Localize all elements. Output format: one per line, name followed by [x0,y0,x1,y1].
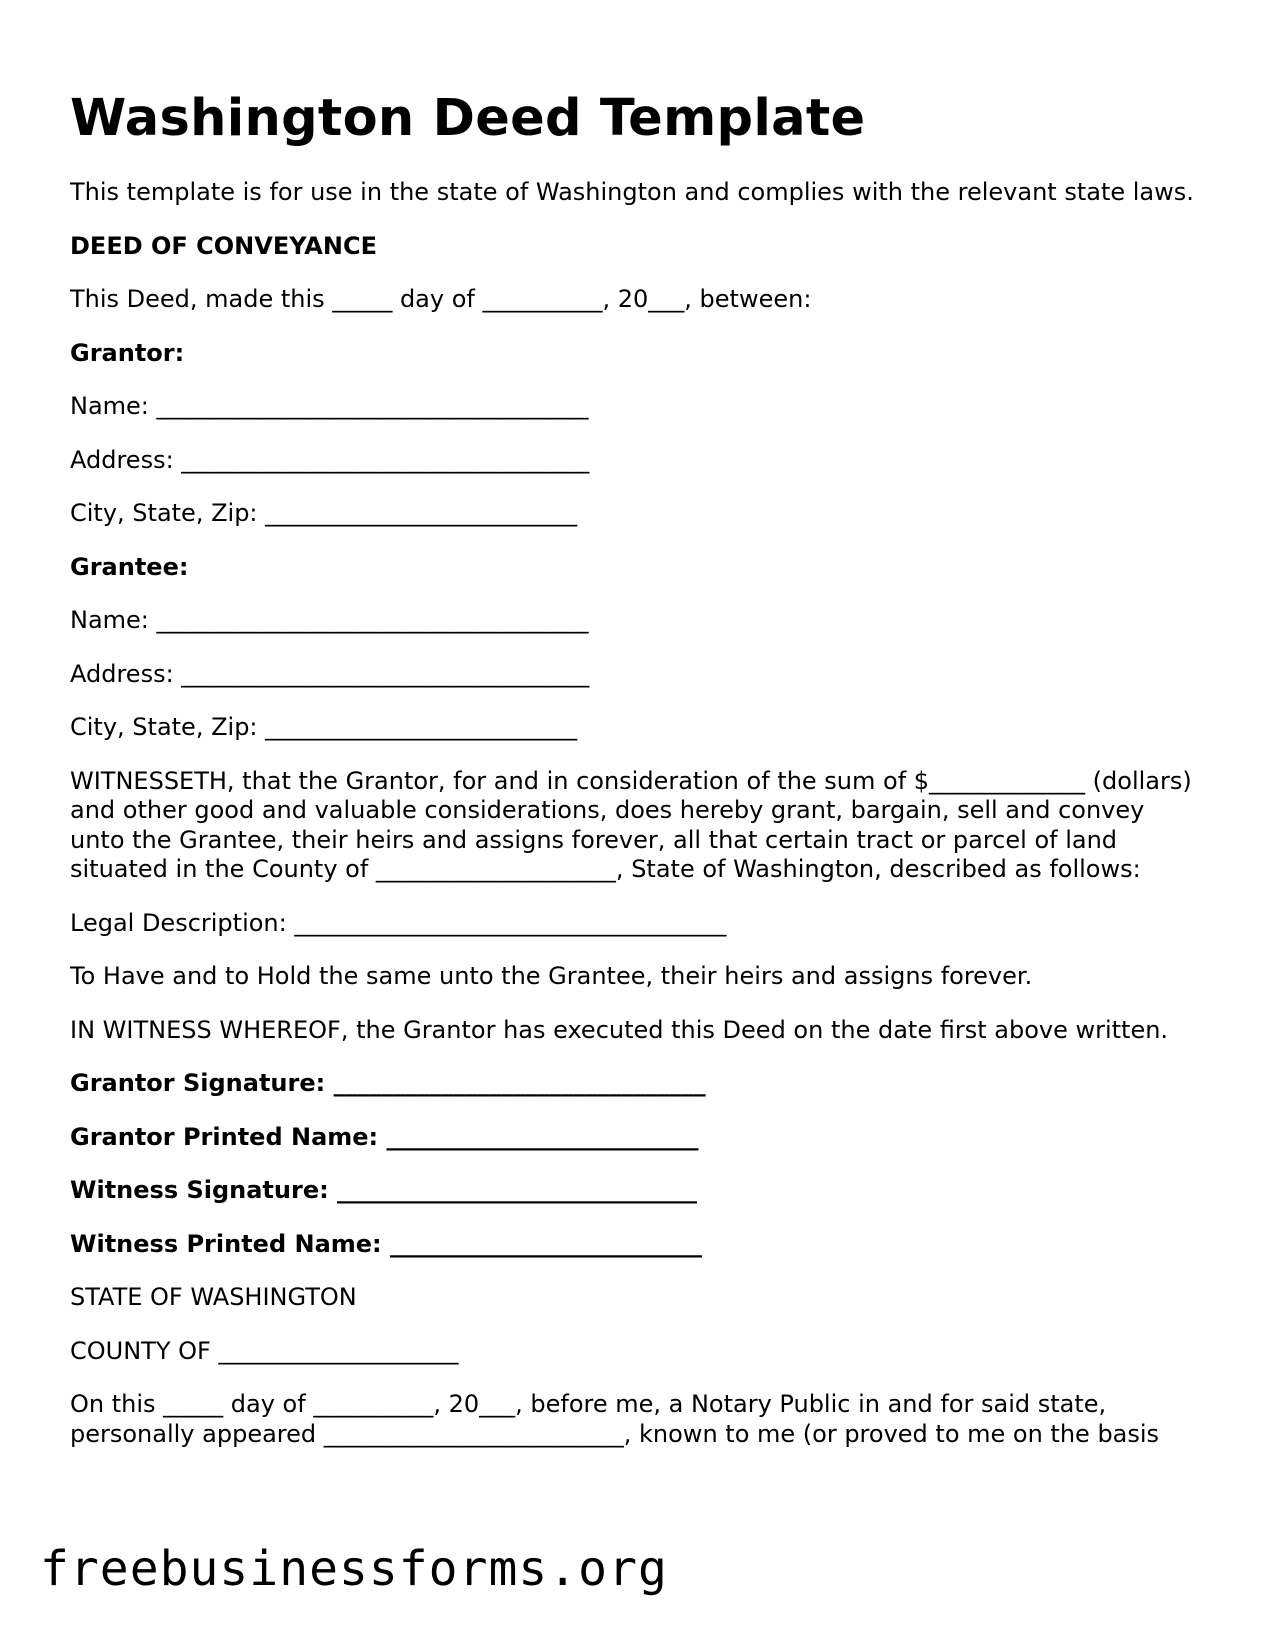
intro-text: This template is for use in the state of Washington and complies with the relevant state laws. [70,178,1194,206]
page-title: Washington Deed Template [70,89,866,148]
grantor-printed-name-field: Grantor Printed Name: __________________________ [70,1122,699,1151]
grantee-address-field: Address: __________________________________ [70,659,590,688]
watermark: freebusinessforms.org [40,1541,668,1597]
section-heading: DEED OF CONVEYANCE [70,231,377,260]
grantor-name-field: Name: ____________________________________ [70,392,589,420]
grantee-heading: Grantee: [70,552,189,581]
grantee-city-field: City, State, Zip: __________________________ [70,713,578,741]
in-witness-paragraph: IN WITNESS WHEREOF, the Grantor has executed this Deed on the date first above written. [70,1015,1169,1044]
made-line: This Deed, made this _____ day of __________, 20___, between: [70,285,812,313]
grantor-address-field: Address: __________________________________ [70,445,590,474]
grantor-signature-field: Grantor Signature: _______________________________ [70,1069,706,1097]
grantee-name-field: Name: ____________________________________ [70,606,589,634]
grantor-city-field: City, State, Zip: __________________________ [70,499,578,527]
habendum-paragraph: To Have and to Hold the same unto the Grantee, their heirs and assigns forever. [70,962,1033,990]
notary-statement: On this _____ day of __________, 20___, before me, a Notary Public in and for said state, personally appeared _________________________, known to me (or proved to me on the basis [70,1390,1160,1448]
legal-description-field: Legal Description: ____________________________________ [70,908,727,937]
witness-printed-name-field: Witness Printed Name: __________________________ [70,1229,703,1258]
notary-state: STATE OF WASHINGTON [70,1283,357,1311]
notary-county-field: COUNTY OF ____________________ [70,1336,459,1365]
witnesseth-paragraph: WITNESSETH, that the Grantor, for and in consideration of the sum of $_____________ (dollars) and other good and valuable considerations, does hereby grant, bargain, sell and convey unto the Grantee, their heirs and assigns forever, all that certain tract or parcel of land situated in the County of ____________________, State of Washington, described as follows: [70,766,1192,883]
grantor-heading: Grantor: [70,338,185,367]
witness-signature-field: Witness Signature: ______________________________ [70,1176,698,1204]
deed-document [70,84,1200,1473]
